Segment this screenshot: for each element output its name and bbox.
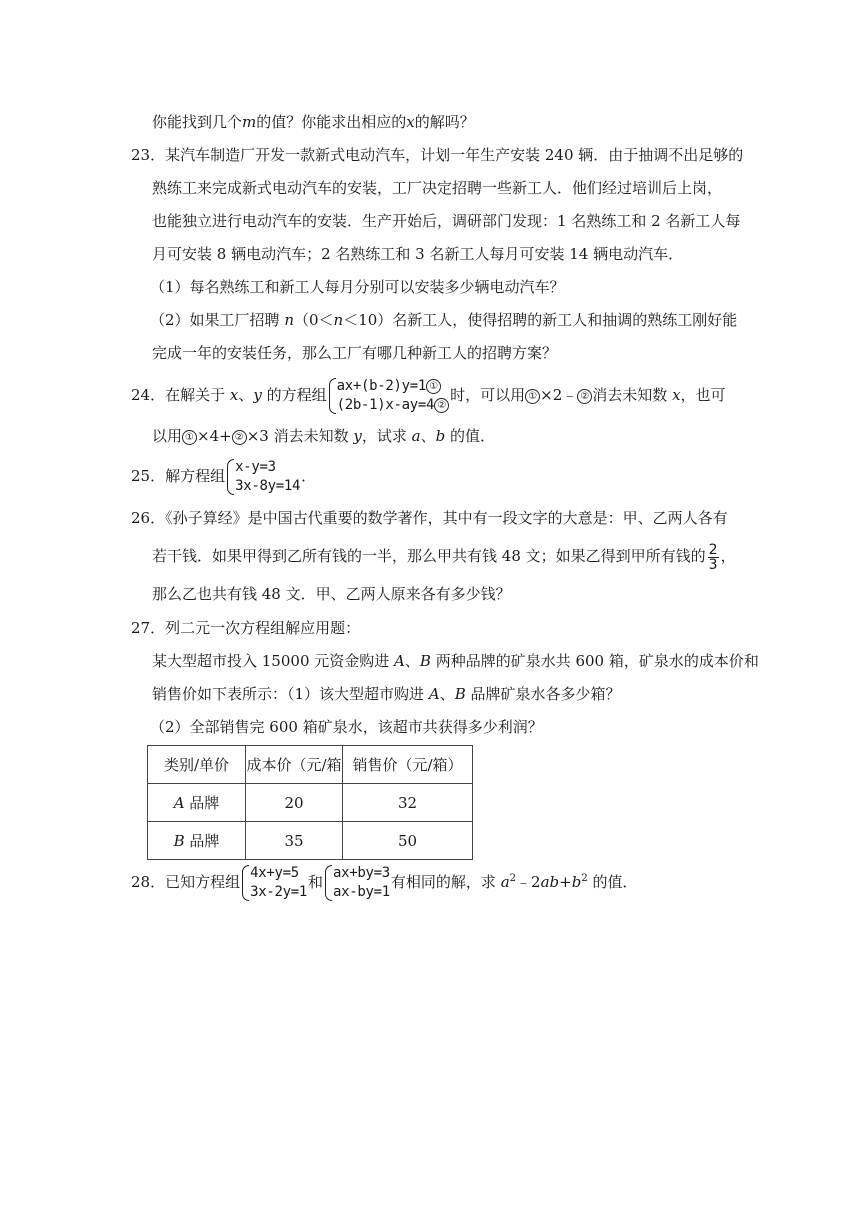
q24-line-1: 24．在解关于 x、y 的方程组 ax+(b-2)y=1 ① (2b-1)x-ay=4 ② 时，可以用 ① ×2﹣ ② 消去未知数 x，也可: [131, 378, 726, 413]
table-cell-cost: 35: [246, 822, 343, 860]
question-28: 28．已知方程组 4x+y=5 3x-2y=1 和 ax+by=3 ax-by=1 有相同的解，求 $a^2﹣2ab+b^2$ 的值．: [131, 865, 638, 900]
table-row: [148, 822, 473, 860]
question-25: 25．解方程组 x-y=3 3x-8y=14 ．: [131, 459, 317, 494]
table-header-cell: 成本价（元/箱: [246, 746, 343, 784]
q23-line-4: 月可安装 8 辆电动汽车；2 名熟练工和 3 名新工人每月可安装 14 辆电动汽车．: [152, 245, 684, 263]
q27-line-3: 销售价如下表所示：（1）该大型超市购进 A、B 品牌矿泉水各多少箱？: [152, 685, 621, 703]
q23-part-2: （2）如果工厂招聘 n（0＜n＜10）名新工人，使得招聘的新工人和抽调的熟练工刚好能: [150, 311, 738, 329]
q23-line-2: 熟练工来完成新式电动汽车的安装，工厂决定招聘一些新工人．他们经过培训后上岗，: [152, 179, 723, 197]
q28-system-1: 4x+y=5 3x-2y=1: [241, 864, 307, 902]
q23-part-2-line-2: 完成一年的安装任务，那么工厂有哪几种新工人的招聘方案？: [152, 344, 558, 362]
q26-line-2: 若干钱．如果甲得到乙所有钱的一半，那么甲共有钱 48 文；如果乙得到甲所有钱的 $\frac{2}{3}$ ，: [152, 541, 736, 573]
table-cell-brand: B 品牌: [148, 822, 246, 860]
q25-equation-system: x-y=3 3x-8y=14: [226, 458, 300, 496]
fraction-two-thirds: $\frac{2}{3}$: [708, 541, 718, 573]
price-table: [147, 745, 473, 860]
table-header-cell: 销售价（元/箱）: [343, 746, 473, 784]
q27-line-2: 某大型超市投入 15000 元资金购进 A、B 两种品牌的矿泉水共 600 箱，矿泉水的成本价和: [152, 652, 759, 670]
q26-line-1: 26．《孙子算经》是中国古代重要的数学著作，其中有一段文字的大意是：甲、乙两人各有: [131, 509, 728, 527]
q27-line-1: 27．列二元一次方程组解应用题：: [131, 619, 361, 637]
intro-tail-line: 你能找到几个m的值？你能求出相应的x的解吗？: [152, 113, 475, 131]
q27-part-2: （2）全部销售完 600 箱矿泉水，该超市共获得多少利润？: [150, 718, 543, 736]
q23-line-1: 23．某汽车制造厂开发一款新式电动汽车，计划一年生产安装 240 辆．由于抽调不出足够的: [131, 146, 744, 164]
q24-line-2: 以用 ① ×4+ ② ×3 消去未知数 y，试求 a、b 的值．: [152, 427, 495, 445]
table-cell-brand: A 品牌: [148, 784, 246, 822]
q28-system-2: ax+by=3 ax-by=1: [324, 864, 390, 902]
table-row: [148, 784, 473, 822]
q23-part-1: （1）每名熟练工和新工人每月分别可以安装多少辆电动汽车？: [150, 278, 565, 296]
table-cell-cost: 20: [246, 784, 343, 822]
table-header-cell: 类别/单价: [148, 746, 246, 784]
table-cell-price: 32: [343, 784, 473, 822]
q23-line-3: 也能独立进行电动汽车的安装．生产开始后，调研部门发现：1 名熟练工和 2 名新工人每: [152, 212, 741, 230]
q24-equation-system: ax+(b-2)y=1 ① (2b-1)x-ay=4 ②: [328, 377, 450, 415]
table-header-row: [148, 746, 473, 784]
q26-line-3: 那么乙也共有钱 48 文．甲、乙两人原来各有多少钱？: [152, 585, 511, 603]
table-cell-price: 50: [343, 822, 473, 860]
